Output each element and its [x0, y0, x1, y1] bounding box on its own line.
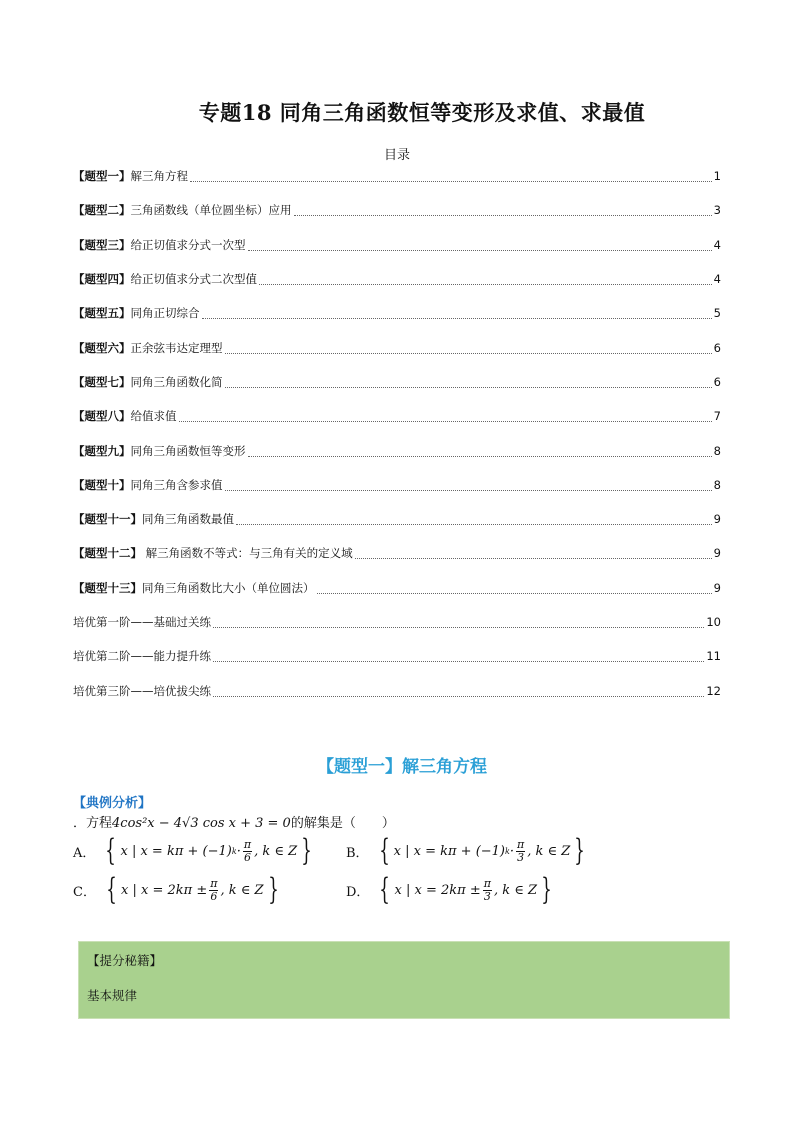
document-title: 专题18 同角三角函数恒等变形及求值、求最值: [198, 100, 646, 125]
option-letter: D．: [346, 884, 370, 900]
toc-page: 7: [713, 409, 721, 424]
toc-page: 10: [706, 615, 721, 629]
toc-leader: [355, 557, 712, 559]
toc-entry[interactable]: [73, 228, 721, 262]
toc-text: 培优第三阶——培优拔尖练: [73, 683, 211, 698]
toc-text: 同角三角函数比大小（单位圆法）: [142, 580, 315, 595]
toc-leader: [213, 626, 704, 628]
option-expr: x | x = 2kπ ±: [394, 882, 481, 898]
toc-tag: 【题型十一】: [73, 512, 142, 527]
toc-leader: [248, 455, 712, 457]
option-letter: C．: [73, 884, 96, 900]
toc-entry[interactable]: [73, 673, 721, 707]
toc-entry[interactable]: [73, 468, 721, 502]
toc-page: 5: [713, 306, 721, 321]
toc-text: 三角函数线（单位圆坐标）应用: [130, 203, 292, 218]
toc-leader: [190, 180, 712, 182]
toc-entry[interactable]: [73, 262, 721, 296]
toc-page: 12: [706, 683, 721, 698]
toc-tag: 【题型三】: [73, 237, 131, 252]
toc-tag: 【题型十三】: [73, 580, 142, 595]
option-tail: , k ∈ Z: [220, 882, 264, 898]
toc-text: 同角三角函数恒等变形: [130, 443, 246, 458]
table-of-contents: [73, 159, 721, 708]
option-tail: , k ∈ Z: [493, 882, 538, 898]
toc-page: 9: [713, 512, 721, 527]
option-expr: x | x = 2kπ ±: [121, 882, 208, 898]
option-c[interactable]: [73, 872, 283, 907]
toc-text: 同角三角函数化简: [130, 374, 223, 389]
right-brace: }: [301, 833, 312, 868]
toc-tag: 【题型六】: [73, 340, 131, 355]
toc-page: 9: [713, 546, 721, 561]
option-mid: ·: [509, 843, 515, 859]
frac-num: π: [210, 876, 218, 890]
frac-den: 3: [483, 889, 491, 903]
toc-page: 1: [713, 169, 721, 184]
toc-tag: 【题型七】: [73, 374, 131, 389]
toc-leader: [259, 283, 712, 285]
toc-entry[interactable]: [73, 571, 721, 605]
option-sup: k: [231, 846, 237, 856]
right-brace: }: [267, 872, 279, 907]
option-tail: , k ∈ Z: [527, 843, 571, 859]
frac-den: 6: [210, 889, 218, 903]
toc-tag: 【题型十】: [73, 477, 131, 492]
toc-entry[interactable]: [73, 365, 721, 399]
toc-text: 培优第一阶——基础过关练: [73, 615, 211, 629]
toc-text: 培优第二阶——能力提升练: [73, 649, 211, 664]
toc-leader: [225, 352, 712, 354]
toc-leader: [179, 420, 712, 422]
toc-text: 解三角方程: [130, 169, 188, 184]
toc-leader: [317, 592, 712, 594]
question-stem: [73, 812, 395, 831]
option-d[interactable]: [346, 872, 556, 907]
toc-text: 正余弦韦达定理型: [130, 340, 223, 355]
option-expr: x | x = kπ + (−1): [393, 843, 506, 859]
toc-page: 6: [713, 340, 721, 355]
toc-heading: 目录: [383, 148, 410, 163]
toc-text: 给正切值求分式一次型: [130, 237, 246, 252]
frac-den: 6: [243, 850, 251, 864]
toc-tag: 【题型五】: [73, 306, 131, 321]
toc-tag: 【题型十二】: [73, 546, 142, 561]
toc-tag: 【题型八】: [73, 409, 131, 424]
question-suffix: 的解集是（ ）: [290, 816, 395, 831]
toc-tag: 【题型九】: [73, 443, 131, 458]
section-title: 【题型一】解三角方程: [317, 757, 487, 777]
toc-tag: 【题型四】: [73, 272, 131, 287]
option-sup: k: [505, 846, 510, 856]
example-heading: 【典例分析】: [73, 796, 152, 811]
toc-leader: [202, 317, 712, 319]
right-brace: }: [541, 872, 552, 907]
toc-page: 8: [713, 477, 721, 492]
toc-leader: [248, 249, 712, 251]
toc-entry[interactable]: [73, 605, 721, 639]
toc-page: 3: [713, 203, 721, 218]
left-brace: {: [105, 833, 117, 868]
toc-leader: [213, 660, 704, 662]
toc-page: 11: [706, 649, 721, 664]
toc-entry[interactable]: [73, 536, 721, 570]
toc-entry[interactable]: [73, 502, 721, 536]
toc-entry[interactable]: [73, 193, 721, 227]
question-prefix: ．方程: [73, 816, 113, 831]
toc-leader: [225, 386, 712, 388]
left-brace: {: [378, 833, 390, 868]
toc-text: 同角三角函数最值: [142, 512, 234, 527]
toc-leader: [236, 523, 712, 525]
toc-text: 给正切值求分式二次型值: [130, 272, 257, 287]
option-a[interactable]: [73, 833, 316, 868]
toc-entry[interactable]: [73, 330, 721, 364]
toc-text: 解三角函数不等式：与三角有关的定义域: [142, 546, 353, 561]
left-brace: {: [106, 872, 117, 907]
tip-body: 基本规律: [87, 988, 138, 1003]
tip-box: [78, 941, 730, 1019]
right-brace: }: [574, 833, 586, 868]
option-letter: A．: [73, 845, 96, 861]
toc-entry[interactable]: [73, 639, 721, 673]
toc-entry[interactable]: [73, 399, 721, 433]
option-b[interactable]: [346, 833, 589, 868]
toc-page: 6: [713, 374, 721, 389]
toc-entry[interactable]: [73, 159, 721, 193]
toc-leader: [294, 214, 712, 216]
frac-den: 3: [517, 850, 525, 864]
toc-entry[interactable]: [73, 433, 721, 467]
toc-tag: 【题型二】: [73, 203, 131, 218]
toc-page: 9: [713, 580, 721, 595]
tip-title: 【提分秘籍】: [87, 953, 163, 968]
toc-leader: [213, 695, 704, 697]
toc-page: 4: [713, 237, 721, 252]
toc-text: 给值求值: [130, 409, 177, 424]
toc-text: 同角三角含参求值: [130, 477, 223, 492]
toc-entry[interactable]: [73, 296, 721, 330]
toc-tag: 【题型一】: [73, 169, 131, 184]
question-equation: 4cos²x − 4√3 cos x + 3 = 0: [112, 816, 291, 831]
toc-page: 4: [713, 272, 721, 287]
toc-text: 同角正切综合: [130, 306, 200, 321]
left-brace: {: [379, 872, 391, 907]
toc-leader: [225, 489, 712, 491]
frac-num: π: [483, 876, 491, 890]
frac-num: π: [517, 837, 525, 851]
option-expr: x | x = kπ + (−1): [120, 843, 232, 859]
frac-num: π: [243, 837, 252, 851]
option-mid: ·: [236, 843, 241, 859]
option-letter: B．: [346, 845, 369, 861]
option-tail: , k ∈ Z: [254, 843, 298, 859]
toc-page: 8: [713, 443, 721, 458]
